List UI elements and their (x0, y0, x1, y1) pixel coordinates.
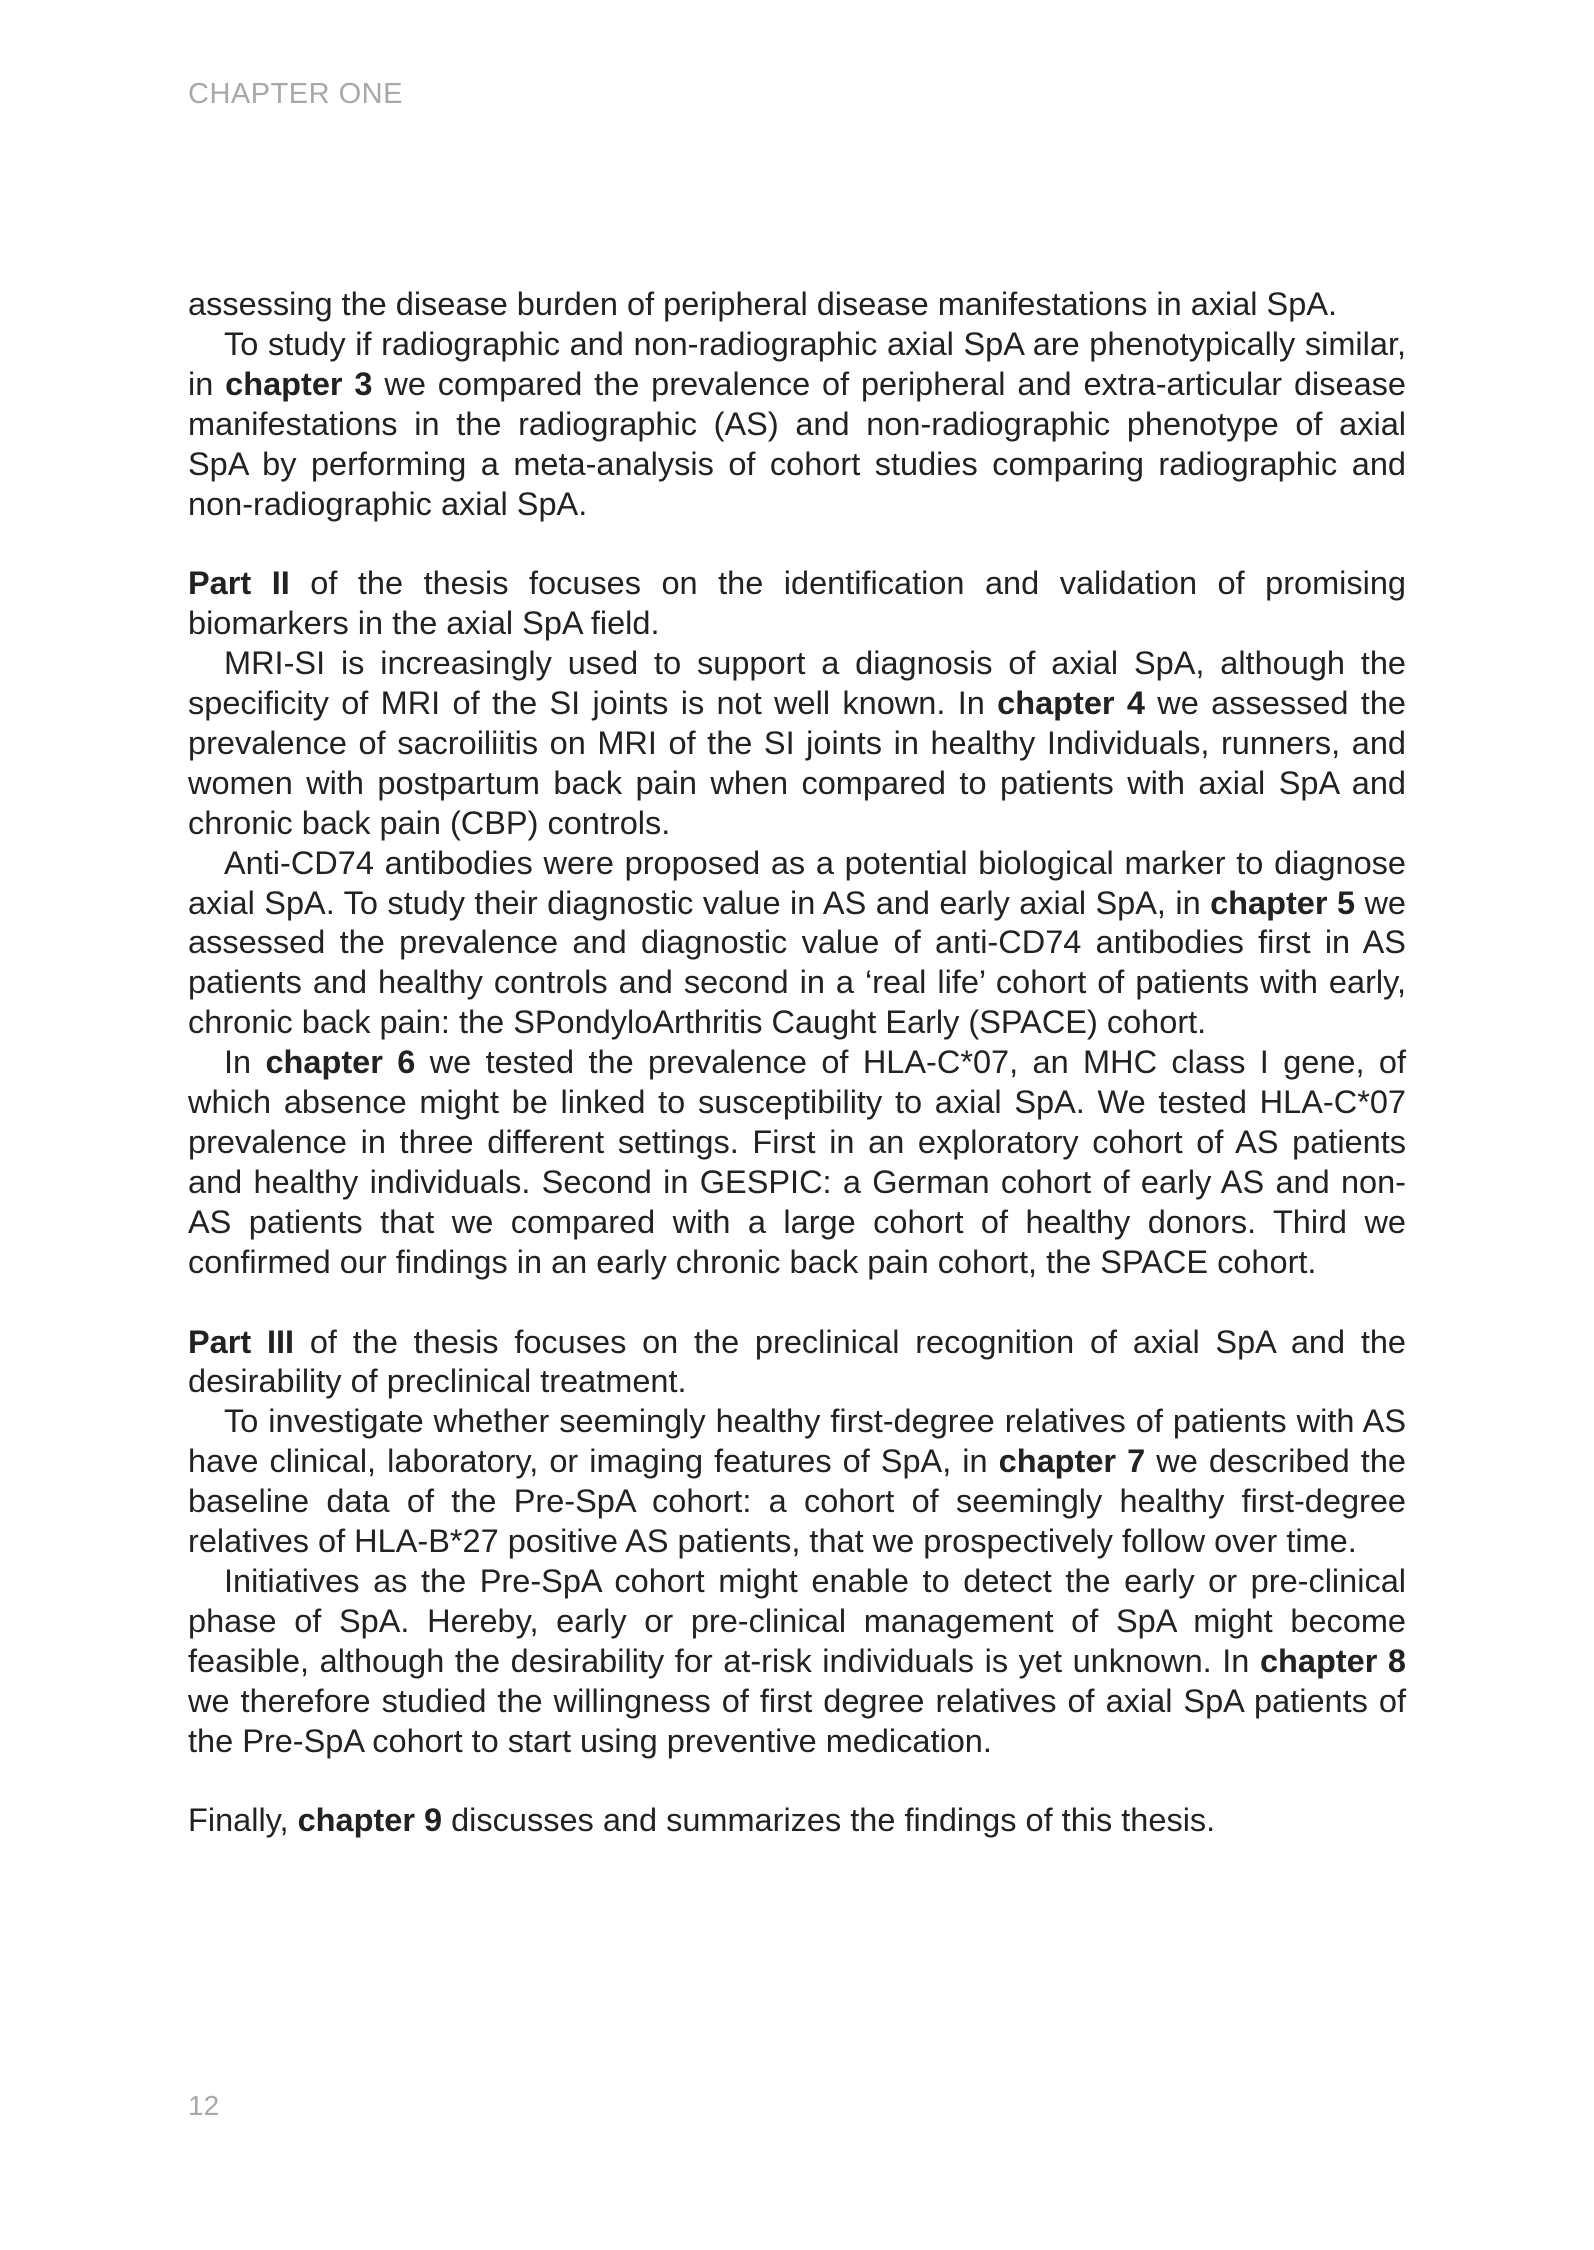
paragraph-text: MRI-SI is increasingly used to support a diagnosis of axial SpA, although the specificity of MRI of the SI joints is not well known. In (188, 645, 1406, 722)
paragraph-text: discusses and summarizes the findings of this thesis. (442, 1802, 1216, 1839)
paragraph-text: we tested the prevalence of HLA-C*07, an MHC class I gene, of which absence might be linked to susceptibility to axial SpA. We tested HLA-C*07 prevalence in three different settings. First in an exploratory cohort of AS patients and healthy individuals. Second in GESPIC: a German cohort of early AS and non-AS patients that we compared with a large cohort of healthy donors. Third we confirmed our findings in an early chronic back pain cohort, the SPACE cohort. (188, 1044, 1406, 1280)
paragraph (188, 1801, 1406, 1841)
paragraph-text: To study if radiographic and non-radiographic axial SpA are phenotypically similar, in (188, 325, 1406, 402)
page-number: 12 (188, 2090, 220, 2121)
paragraph-text: of the thesis focuses on the identification and validation of promising biomarkers in the axial SpA field. (188, 565, 1407, 642)
paragraph-text: we compared the prevalence of peripheral and extra-articular disease manifestations in the radiographic (AS) and non-radiographic phenotype of axial SpA by performing a meta-analysis of cohort studies comparing radiographic and non-radiographic axial SpA. (188, 365, 1406, 522)
paragraph-text: In (224, 1044, 266, 1081)
paragraph (188, 285, 1406, 325)
part-heading: Part III (188, 1323, 295, 1360)
chapter-reference: chapter 8 (1259, 1642, 1406, 1679)
paragraph-text: assessing the disease burden of peripheral disease manifestations in axial SpA. (188, 286, 1338, 322)
chapter-reference: chapter 9 (297, 1802, 443, 1839)
part-heading: Part II (188, 565, 290, 602)
chapter-reference: chapter 3 (225, 365, 373, 402)
paragraph-text: Anti-CD74 antibodies were proposed as a potential biological marker to diagnose axial SpA. To study their diagnostic value in AS and early axial SpA, in (188, 844, 1406, 921)
paragraph (188, 1562, 1406, 1762)
paragraph-text: Finally, (188, 1802, 298, 1839)
paragraph-text: we assessed the prevalence and diagnostic value of anti-CD74 antibodies first in AS patients and healthy controls and second in a ‘real life’ cohort of patients with early, chronic back pain: the SPondyloArthritis Caught Early (SPACE) cohort. (188, 884, 1406, 1041)
paragraph-text: Initiatives as the Pre-SpA cohort might enable to detect the early or pre-clinical phase of SpA. Hereby, early or pre-clinical management of SpA might become feasible, although the desirability for at-risk individuals is yet unknown. In (188, 1562, 1406, 1679)
paragraph-text: we described the baseline data of the Pre-SpA cohort: a cohort of seemingly healthy first-degree relatives of HLA-B*27 positive AS patients, that we prospectively follow over time. (188, 1443, 1406, 1560)
paragraph (188, 1043, 1406, 1282)
chapter-reference: chapter 5 (1210, 884, 1356, 921)
paragraph-text: of the thesis focuses on the preclinical recognition of axial SpA and the desirability of preclinical treatment. (188, 1323, 1406, 1400)
paragraph (188, 844, 1406, 1044)
chapter-reference: chapter 6 (265, 1044, 416, 1081)
paragraph-text: we therefore studied the willingness of first degree relatives of axial SpA patients of the Pre-SpA cohort to start using preventive medication. (188, 1682, 1406, 1759)
paragraph-text: we assessed the prevalence of sacroiliitis on MRI of the SI joints in healthy Individuals, runners, and women with postpartum back pain when compared to patients with axial SpA and chronic back pain (CBP) controls. (188, 685, 1406, 841)
body-text (188, 285, 1406, 1841)
paragraph-text: To investigate whether seemingly healthy first-degree relatives of patients with AS have clinical, laboratory, or imaging features of SpA, in (188, 1403, 1406, 1480)
paragraph (188, 644, 1406, 844)
paragraph (188, 1323, 1406, 1403)
paragraph (188, 1402, 1406, 1562)
paragraph (188, 564, 1406, 644)
paragraph (188, 325, 1406, 525)
running-head: CHAPTER ONE (188, 78, 403, 110)
chapter-reference: chapter 7 (998, 1443, 1146, 1480)
chapter-reference: chapter 4 (997, 685, 1145, 722)
